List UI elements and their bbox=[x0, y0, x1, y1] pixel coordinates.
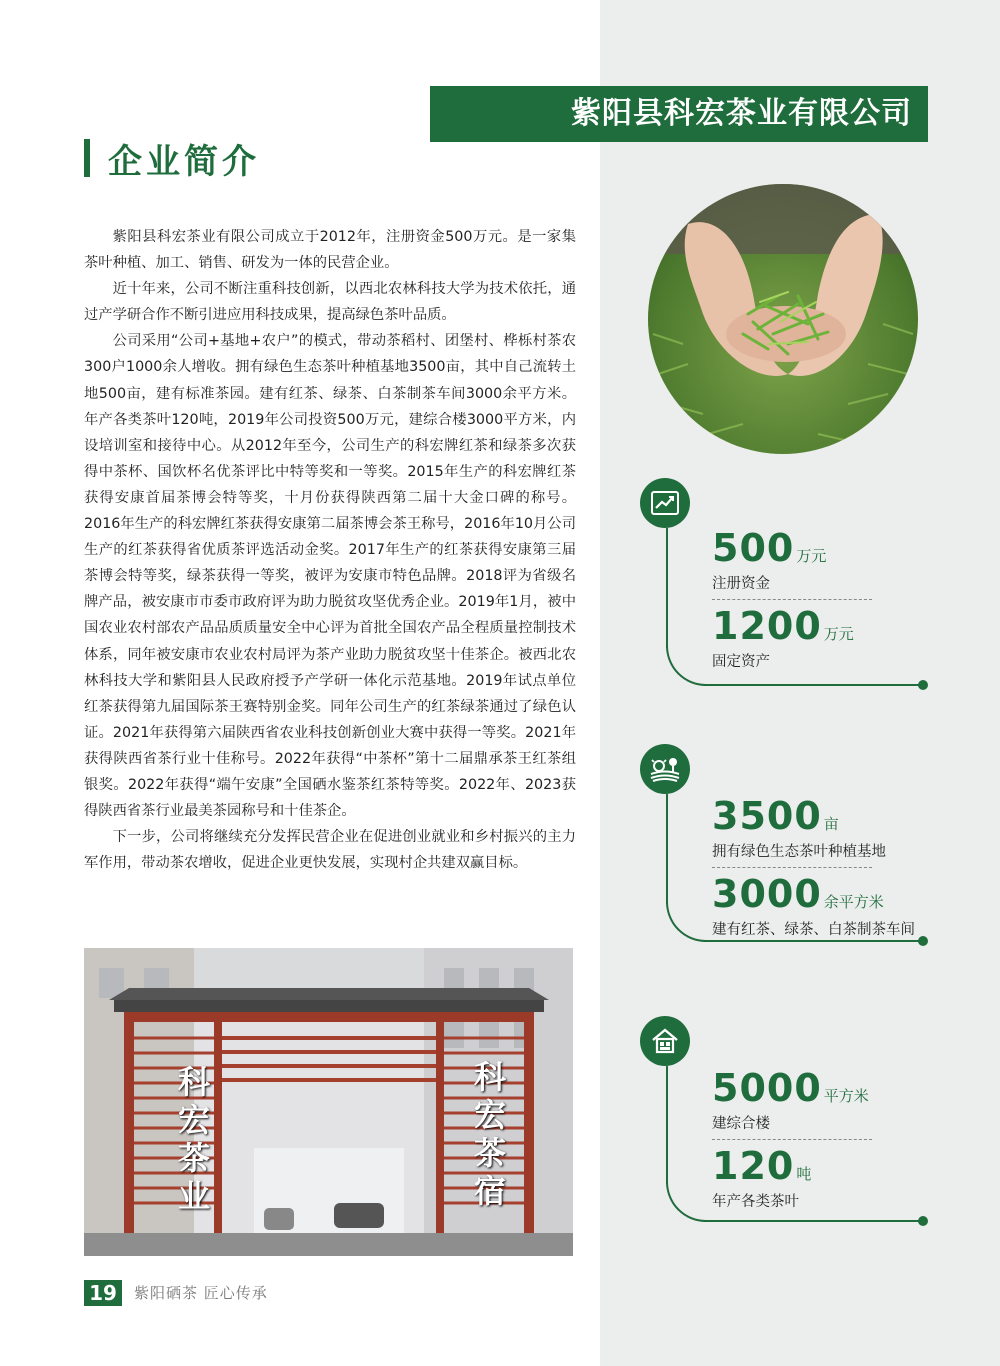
stat-divider bbox=[712, 1139, 872, 1140]
timeline-hline bbox=[704, 940, 922, 942]
timeline-dot bbox=[918, 1216, 928, 1226]
intro-body-text bbox=[84, 224, 576, 876]
company-name-banner: 紫阳县科宏茶业有限公司 bbox=[430, 86, 928, 142]
footer-slogan: 紫阳硒茶 匠心传承 bbox=[134, 1284, 268, 1302]
section-title bbox=[84, 138, 260, 182]
intro-paragraph: 近十年来，公司不断注重科技创新，以西北农林科技大学为技术依托，通过产学研合作不断引进应用科技成果，提高绿色茶叶品质。 bbox=[84, 281, 576, 324]
timeline-dot bbox=[918, 680, 928, 690]
timeline-line bbox=[666, 794, 668, 904]
intro-paragraph: 公司采用“公司+基地+农户”的模式，带动茶稻村、团堡村、桦栎村茶农300户1000余人增收。拥有绿色生态茶叶种植基地3500亩，其中自己流转土地500亩，建有标准茶园。建有红茶、绿茶、白茶制茶车间3000余平方米。年产各类茶叶120吨，2019年公司投资500万元，建综合楼3000平方米，内设培训室和接待中心。从2012年至今，公司生产的科宏牌红茶和绿茶多次获得中茶杯、国饮杯名优茶评比中特等奖和一等奖。2015年生产的科宏牌红茶获得安康首届茶博会特等奖，十月份获得陕西第二届十大金口碑的称号。2016年生产的科宏牌红茶获得安康第二届茶博会茶王称号，2016年10月公司生产的红茶获得省优质茶评选活动金奖。2017年生产的红茶获得安康第三届茶博会特等奖，绿茶获得一等奖，被评为安康市特色品牌。2018评为省级名牌产品，被安康市市委市政府评为助力脱贫攻坚优秀企业。2019年1月，被中国农业农村部农产品品质质量安全中心评为首批全国农产品全程质量控制技术体系，同年被安康市农业农村局评为茶产业助力脱贫攻坚十佳茶企。被西北农林科技大学和紫阳县人民政府授予产学研一体化示范基地。2019年试点单位红茶获得第九届国际茶王赛特别金奖。同年公司生产的红茶绿茶通过了绿色认证。2021年获得第六届陕西省农业科技创新创业大赛中获得一等奖。2021年获得陕西省茶行业十佳称号。2022年获得“中茶杯”第十二届鼎承茶王红茶组银奖。2022年获得“端午安康”全国硒水鉴茶红茶特等奖。2022年、2023获得陕西省茶行业最美茶园称号和十佳茶企。 bbox=[84, 333, 576, 820]
stat-value: 500 bbox=[712, 526, 795, 570]
stat-divider bbox=[712, 867, 872, 868]
stat-value: 1200 bbox=[712, 604, 822, 648]
timeline-line bbox=[666, 528, 668, 648]
gate-sign-right: 科宏茶宿 bbox=[473, 1058, 506, 1210]
intro-paragraph: 下一步，公司将继续充分发挥民营企业在促进创业就业和乡村振兴的主力军作用，带动茶农增收，促进企业更快发展，实现村企共建双赢目标。 bbox=[84, 829, 576, 872]
stat-unit: 万元 bbox=[823, 625, 854, 643]
title-accent-bar bbox=[84, 139, 90, 177]
tea-leaves-hands-photo bbox=[648, 184, 918, 454]
stat-annual-output bbox=[712, 1144, 811, 1211]
stat-value: 120 bbox=[712, 1144, 795, 1188]
stat-unit: 余平方米 bbox=[823, 893, 884, 911]
stat-label: 固定资产 bbox=[712, 654, 770, 670]
stat-registered-capital bbox=[712, 526, 826, 593]
stat-workshop-area bbox=[712, 872, 915, 939]
farm-icon bbox=[640, 744, 690, 794]
company-gate-photo bbox=[84, 948, 573, 1256]
stat-value: 3500 bbox=[712, 794, 822, 838]
stat-unit: 亩 bbox=[823, 815, 839, 833]
stat-value: 3000 bbox=[712, 872, 822, 916]
stat-plantation-base bbox=[712, 794, 886, 861]
timeline-dot bbox=[918, 936, 928, 946]
timeline-line bbox=[666, 1066, 668, 1184]
timeline-hline bbox=[704, 1220, 922, 1222]
gate-sign-left: 科宏茶业 bbox=[177, 1063, 210, 1215]
section-title-text: 企业简介 bbox=[108, 141, 260, 182]
house-icon bbox=[640, 1016, 690, 1066]
stat-label: 建综合楼 bbox=[712, 1116, 770, 1132]
stat-unit: 万元 bbox=[796, 547, 827, 565]
stat-label: 注册资金 bbox=[712, 576, 770, 592]
chart-icon bbox=[640, 478, 690, 528]
intro-paragraph: 紫阳县科宏茶业有限公司成立于2012年，注册资金500万元。是一家集茶叶种植、加工、销售、研发为一体的民营企业。 bbox=[84, 229, 576, 272]
timeline-hline bbox=[704, 684, 922, 686]
stat-value: 5000 bbox=[712, 1066, 822, 1110]
stat-label: 拥有绿色生态茶叶种植基地 bbox=[712, 844, 886, 860]
stat-label: 建有红茶、绿茶、白茶制茶车间 bbox=[712, 922, 915, 938]
page-number: 19 bbox=[84, 1280, 122, 1306]
stat-unit: 平方米 bbox=[823, 1087, 869, 1105]
stat-building-area bbox=[712, 1066, 869, 1133]
stat-label: 年产各类茶叶 bbox=[712, 1194, 799, 1210]
stat-divider bbox=[712, 599, 872, 600]
stat-fixed-assets bbox=[712, 604, 854, 671]
stat-unit: 吨 bbox=[796, 1165, 812, 1183]
